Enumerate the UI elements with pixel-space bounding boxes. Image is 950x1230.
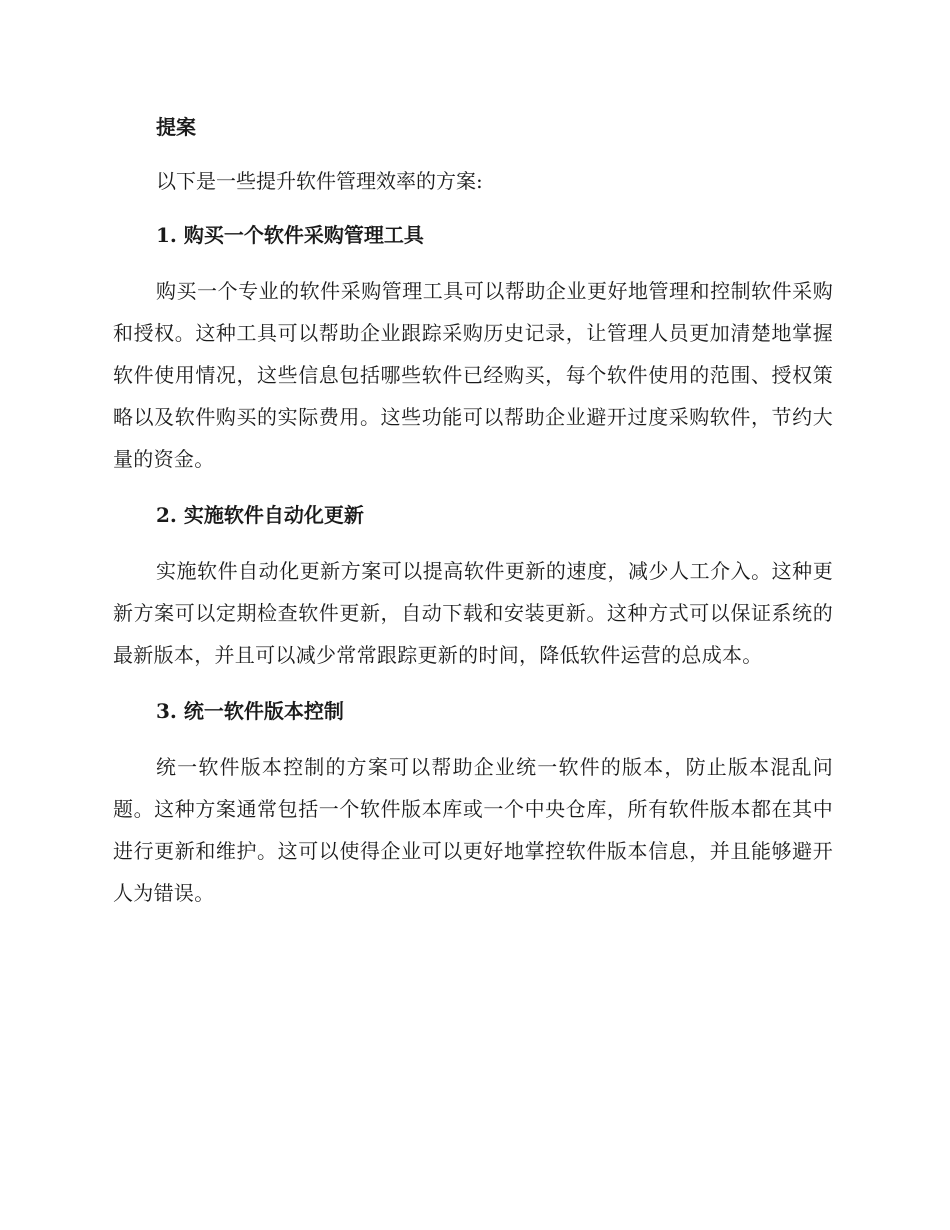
section-body-3: 统一软件版本控制的方案可以帮助企业统一软件的版本，防止版本混乱问题。这种方案通常包括一个软件版本库或一个中央仓库，所有软件版本都在其中进行更新和维护。这可以使得企业可以更好地掌控软件版本信息，并且能够避开人为错误。 [113,755,833,905]
section-heading-2: 2. 实施软件自动化更新 [156,503,364,527]
document-title: 提案 [156,115,196,139]
section-body-2: 实施软件自动化更新方案可以提高软件更新的速度，减少人工介入。这种更新方案可以定期检查软件更新，自动下载和安装更新。这种方式可以保证系统的最新版本，并且可以减少常常跟踪更新的时间，降低软件运营的总成本。 [113,559,833,667]
section-heading-1: 1. 购买一个软件采购管理工具 [156,223,424,247]
document-content [113,108,833,914]
section-heading-3: 3. 统一软件版本控制 [156,699,344,723]
intro-paragraph: 以下是一些提升软件管理效率的方案: [156,169,483,193]
section-body-1: 购买一个专业的软件采购管理工具可以帮助企业更好地管理和控制软件采购和授权。这种工具可以帮助企业跟踪采购历史记录，让管理人员更加清楚地掌握软件使用情况，这些信息包括哪些软件已经购买，每个软件使用的范围、授权策略以及软件购买的实际费用。这些功能可以帮助企业避开过度采购软件，节约大量的资金。 [113,279,833,471]
